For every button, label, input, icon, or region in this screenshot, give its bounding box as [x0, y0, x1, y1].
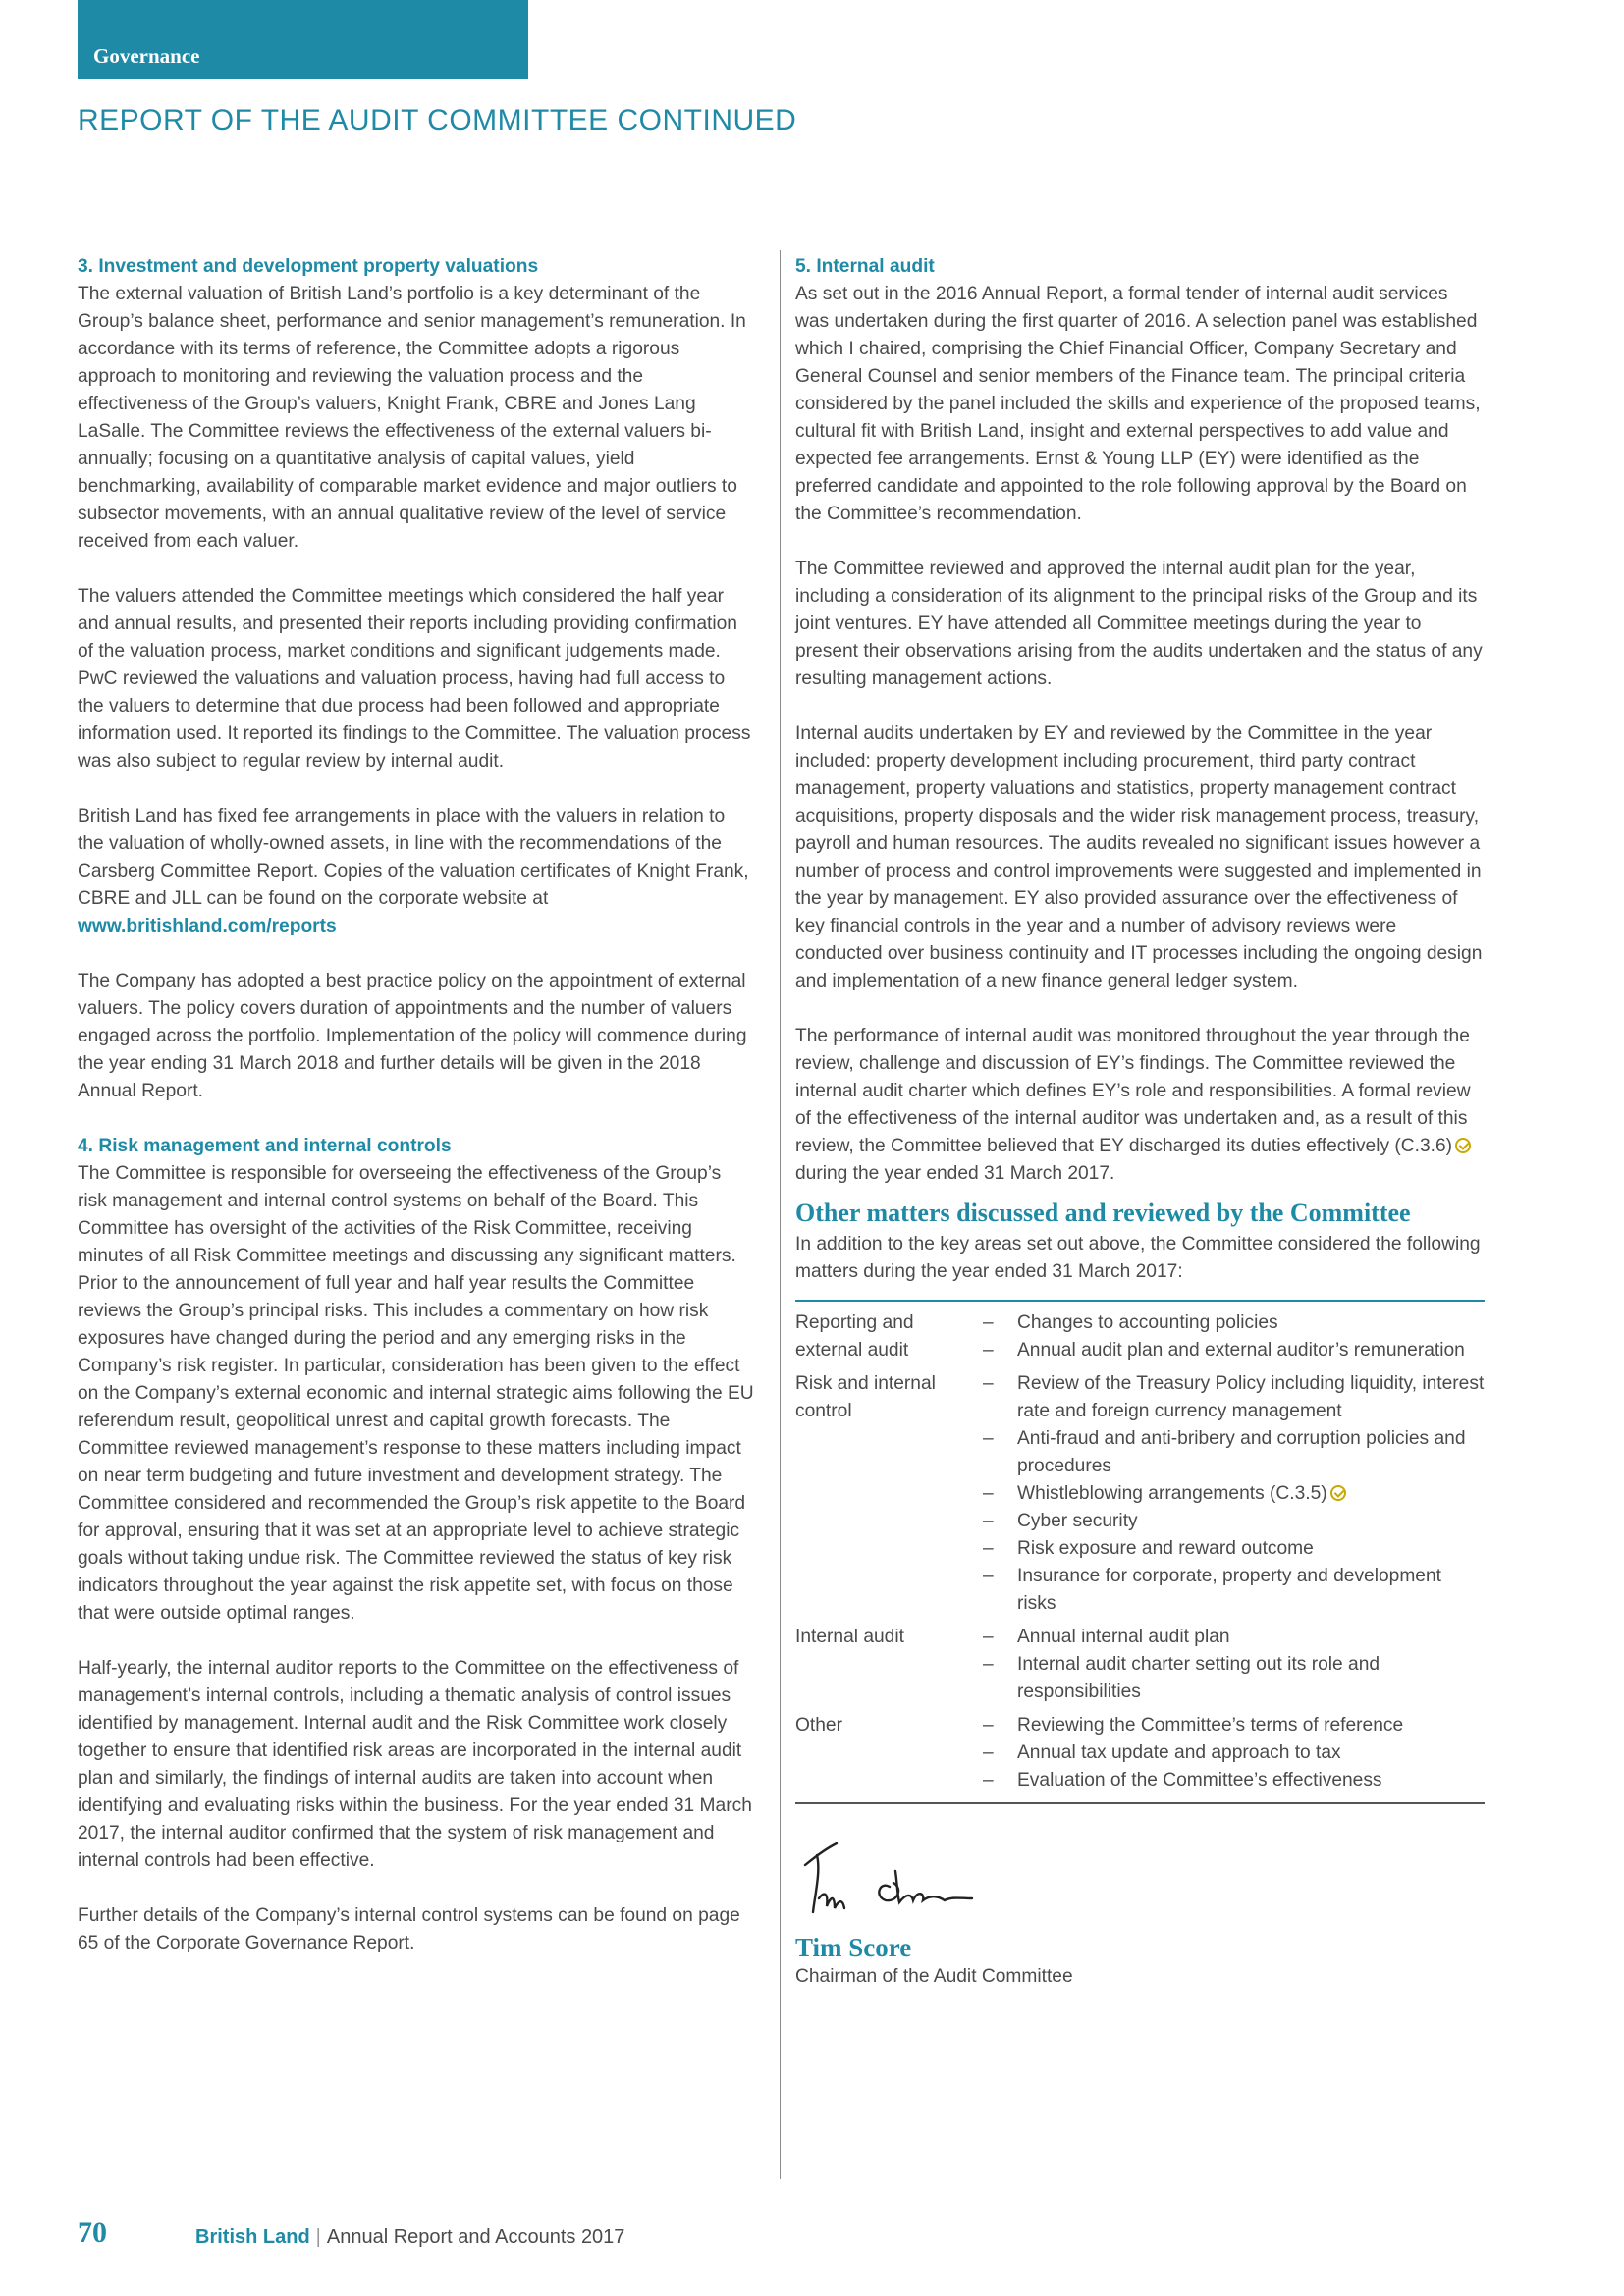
matters-item: – Review of the Treasury Policy including liquidity, interest rate and foreign currency management — [980, 1370, 1485, 1425]
section-3-paragraph-1: The external valuation of British Land’s portfolio is a key determinant of the Group’s balance sheet, performance and senior management’s remuneration. In accordance with its terms of reference, the Committee adopts a rigorous approach to monitoring and reviewing the valuation process and the effectiveness of the Group’s valuers, Knight Frank, CBRE and Jones Lang LaSalle. The Committee reviews the effectiveness of the external valuers bi-annually; focusing on a quantitative analysis of capital values, yield benchmarking, availability of comparable market evidence and major outliers to subsector movements, with an annual qualitative review of the level of service received from each valuer. — [78, 284, 746, 552]
matters-item: – Evaluation of the Committee’s effectiveness — [980, 1767, 1485, 1794]
section-label: Governance — [93, 44, 200, 68]
matters-item — [980, 1480, 1485, 1508]
section-4-paragraph-3: Further details of the Company’s internal control systems can be found on page 65 of the Corporate Governance Report. — [78, 1905, 740, 1953]
matters-category: Internal audit — [795, 1627, 904, 1647]
brand-name: British Land — [195, 2226, 310, 2248]
column-divider — [780, 250, 781, 2179]
matters-list — [980, 1309, 1485, 1364]
matters-item: – Annual tax update and approach to tax — [980, 1739, 1485, 1767]
section-3-paragraph-4: The Company has adopted a best practice policy on the appointment of external valuers. The policy covers duration of appointments and the number of valuers engaged across the portfolio. Implementation of the policy will commence during the year ending 31 March 2018 and further details will be given in the 2018 Annual Report. — [78, 971, 747, 1101]
section-3-paragraph-3-text: British Land has fixed fee arrangements in place with the valuers in relation to the valuation of wholly-owned assets, in line with the recommendations of the Carsberg Committee Report. Copies of the valuation certificates of Knight Frank, CBRE and JLL can be found on the corporate website at — [78, 806, 749, 909]
publication-title: Annual Report and Accounts 2017 — [326, 2226, 625, 2248]
section-5-paragraph-1: As set out in the 2016 Annual Report, a formal tender of internal audit services was undertaken during the first quarter of 2016. A selection panel was established which I chaired, comprising the Chief Financial Officer, Company Secretary and General Counsel and senior members of the Finance team. The principal criteria considered by the panel included the skills and experience of the proposed teams, cultural fit with British Land, insight and external perspectives to add value and expected fee arrangements. Ernst & Young LLP (EY) were identified as the preferred candidate and appointed to the role following approval by the Board on the Committee’s recommendation. — [795, 284, 1481, 524]
section-5-paragraph-2: The Committee reviewed and approved the internal audit plan for the year, including a consideration of its alignment to the principal risks of the Group and its joint ventures. EY have attended all Committee meetings during the year to present their observations arising from the audits undertaken and the status of any resulting management actions. — [795, 559, 1483, 689]
page-number: 70 — [78, 2216, 107, 2249]
matters-row — [795, 1370, 1485, 1618]
section-3-heading: 3. Investment and development property valuations — [78, 256, 539, 277]
section-5-paragraph-4b: during the year ended 31 March 2017. — [795, 1163, 1115, 1184]
matters-item: – Anti-fraud and anti-bribery and corruption policies and procedures — [980, 1425, 1485, 1480]
matters-item: – Cyber security — [980, 1508, 1485, 1535]
footer-brand — [195, 2226, 624, 2249]
section-5-paragraph-4a: The performance of internal audit was monitored throughout the year through the review, challenge and discussion of EY’s findings. The Committee reviewed the internal audit charter which defines EY’s role and responsibilities. A formal review of the effectiveness of the internal auditor was undertaken and, as a result of this review, the Committee believed that EY discharged its duties effectively (C.3.6) — [795, 1026, 1471, 1156]
left-column — [78, 253, 755, 1985]
reports-link[interactable]: www.britishland.com/reports — [78, 916, 337, 936]
matters-list — [980, 1712, 1485, 1794]
signer-name: Tim Score — [795, 1933, 912, 1962]
signature-image — [795, 1838, 992, 1926]
right-column — [795, 253, 1483, 1991]
compliance-check-icon — [1455, 1138, 1471, 1153]
matters-row — [795, 1309, 1485, 1364]
footer-separator: | — [315, 2226, 321, 2248]
section-3-paragraph-2: The valuers attended the Committee meetings which considered the half year and annual results, and presented their reports including providing confirmation of the valuation process, market conditions and significant judgements made. PwC reviewed the valuations and valuation process, having had full access to the valuers to determine that due process had been followed and appropriate information used. It reported its findings to the Committee. The valuation process was also subject to regular review by internal audit. — [78, 586, 751, 772]
matters-item: – Annual audit plan and external auditor’s remuneration — [980, 1337, 1485, 1364]
matters-list — [980, 1624, 1485, 1706]
section-5-paragraph-3: Internal audits undertaken by EY and reviewed by the Committee in the year included: property development including procurement, third party contract management, property valuations and statistics, property management contract acquisitions, property disposals and the wider risk management process, treasury, payroll and human resources. The audits revealed no significant issues however a number of process and control improvements were suggested and implemented in the year by management. EY also provided assurance over the effectiveness of key financial controls in the year and a number of advisory reviews were conducted over business continuity and IT processes including the ongoing design and implementation of a new finance general ledger system. — [795, 723, 1483, 991]
signer-role: Chairman of the Audit Committee — [795, 1966, 1073, 1987]
other-matters-heading: Other matters discussed and reviewed by the Committee — [795, 1199, 1411, 1227]
signature — [795, 1838, 1483, 1926]
matters-item: – Changes to accounting policies — [980, 1309, 1485, 1337]
matters-item: – Reviewing the Committee’s terms of reference — [980, 1712, 1485, 1739]
matters-item: – Insurance for corporate, property and development risks — [980, 1563, 1485, 1618]
section-3-paragraph-3 — [78, 803, 755, 940]
matters-item-text: Whistleblowing arrangements (C.3.5) — [1017, 1483, 1327, 1504]
matters-item: – Risk exposure and reward outcome — [980, 1535, 1485, 1563]
section-5-heading: 5. Internal audit — [795, 256, 935, 277]
other-matters-intro: In addition to the key areas set out above, the Committee considered the following matters during the year ended 31 March 2017: — [795, 1234, 1481, 1282]
matters-item: – Internal audit charter setting out its role and responsibilities — [980, 1651, 1485, 1706]
section-4-paragraph-1: The Committee is responsible for overseeing the effectiveness of the Group’s risk management and internal control systems on behalf of the Board. This Committee has oversight of the activities of the Risk Committee, receiving minutes of all Risk Committee meetings and discussing any significant matters. Prior to the announcement of full year and half year results the Committee reviews the Group’s principal risks. This includes a commentary on how risk exposures have changed during the period and any emerging risks in the Company’s risk register. In particular, consideration has been given to the effect on the Company’s external economic and internal strategic aims following the EU referendum result, geopolitical unrest and capital growth forecasts. The Committee reviewed management’s response to these matters including impact on near term budgeting and future investment and development strategy. The Committee considered and recommended the Group’s risk appetite to the Board for approval, ensuring that it was set at an appropriate level to achieve strategic goals without taking undue risk. The Committee reviewed the status of key risk indicators throughout the year against the risk appetite set, with focus on those that were outside optimal ranges. — [78, 1163, 754, 1624]
matters-category: Risk and internal control — [795, 1373, 936, 1421]
section-4-heading: 4. Risk management and internal controls — [78, 1136, 452, 1156]
section-tab — [78, 0, 528, 79]
matters-category: Other — [795, 1715, 842, 1735]
compliance-check-icon — [1330, 1485, 1346, 1501]
matters-row — [795, 1624, 1485, 1706]
section-4-paragraph-2: Half-yearly, the internal auditor reports to the Committee on the effectiveness of management’s internal controls, including a thematic analysis of control issues identified by management. Internal audit and the Risk Committee work closely together to ensure that identified risk areas are incorporated in the internal audit plan and similarly, the findings of internal audits are taken into account when identifying and evaluating risks within the business. For the year ended 31 March 2017, the internal auditor confirmed that the system of risk management and internal controls had been effective. — [78, 1658, 752, 1871]
section-5-paragraph-4 — [795, 1023, 1483, 1188]
matters-table — [795, 1300, 1485, 1804]
page-title: REPORT OF THE AUDIT COMMITTEE CONTINUED — [78, 104, 797, 136]
matters-item: – Annual internal audit plan — [980, 1624, 1485, 1651]
matters-category: Reporting and external audit — [795, 1312, 914, 1361]
matters-list — [980, 1370, 1485, 1618]
matters-row — [795, 1712, 1485, 1794]
